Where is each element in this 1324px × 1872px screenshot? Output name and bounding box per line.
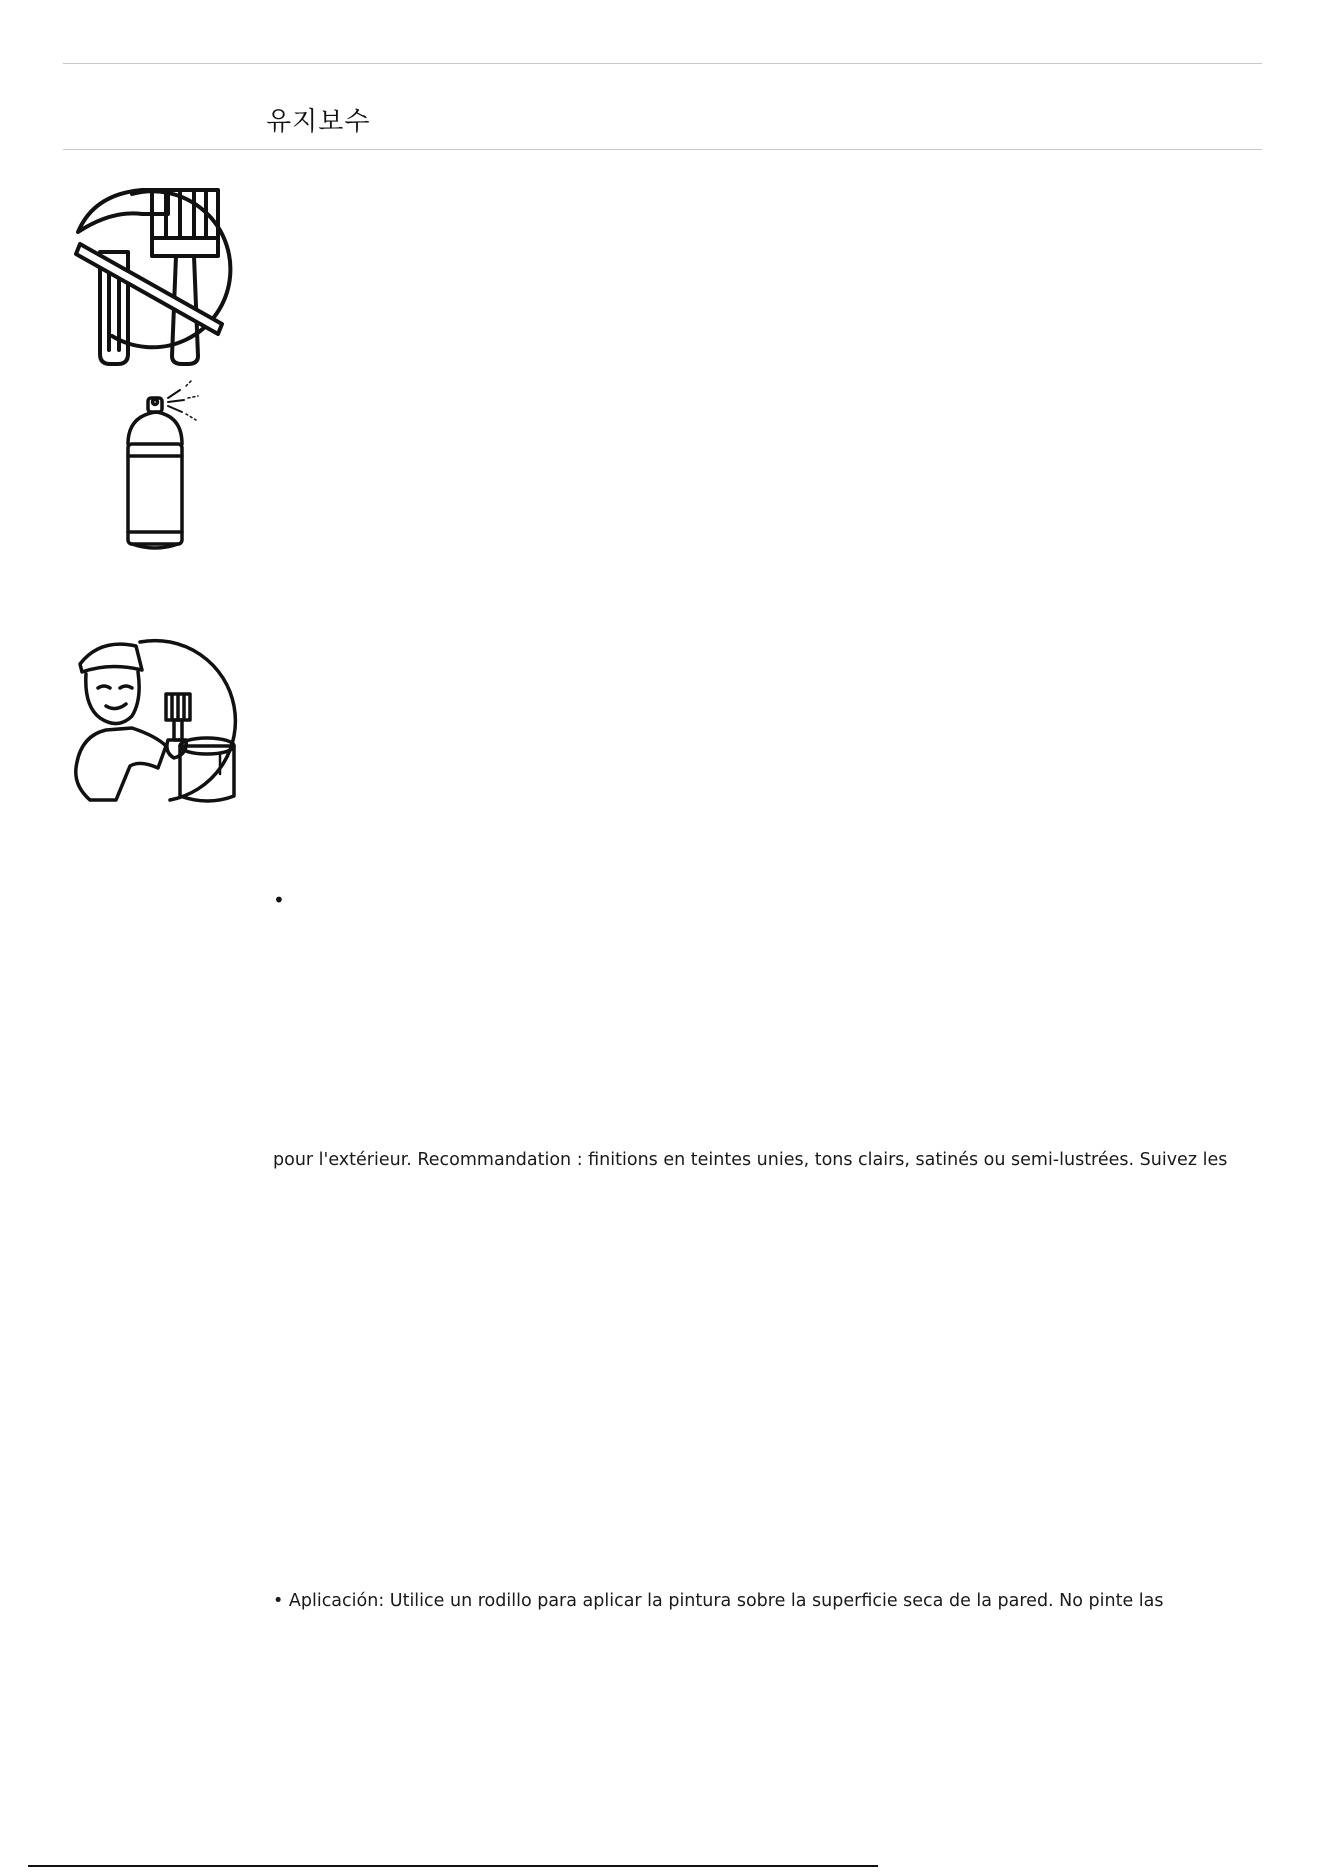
bullet-marker: • xyxy=(273,888,285,912)
page-title: 유지보수 xyxy=(266,107,371,137)
no-tools-icon xyxy=(72,180,244,366)
french-text-line: pour l'extérieur. Recommandation : finitions en teintes unies, tons clairs, satinés ou semi-lustrées. Suivez les xyxy=(273,1150,1228,1170)
bottom-divider xyxy=(28,1865,878,1867)
title-divider xyxy=(63,149,1262,150)
spray-can-icon xyxy=(120,372,210,556)
spanish-text-line: • Aplicación: Utilice un rodillo para aplicar la pintura sobre la superficie seca de la pared. No pinte las xyxy=(273,1591,1164,1611)
painter-icon xyxy=(70,636,242,804)
top-divider xyxy=(63,63,1262,64)
